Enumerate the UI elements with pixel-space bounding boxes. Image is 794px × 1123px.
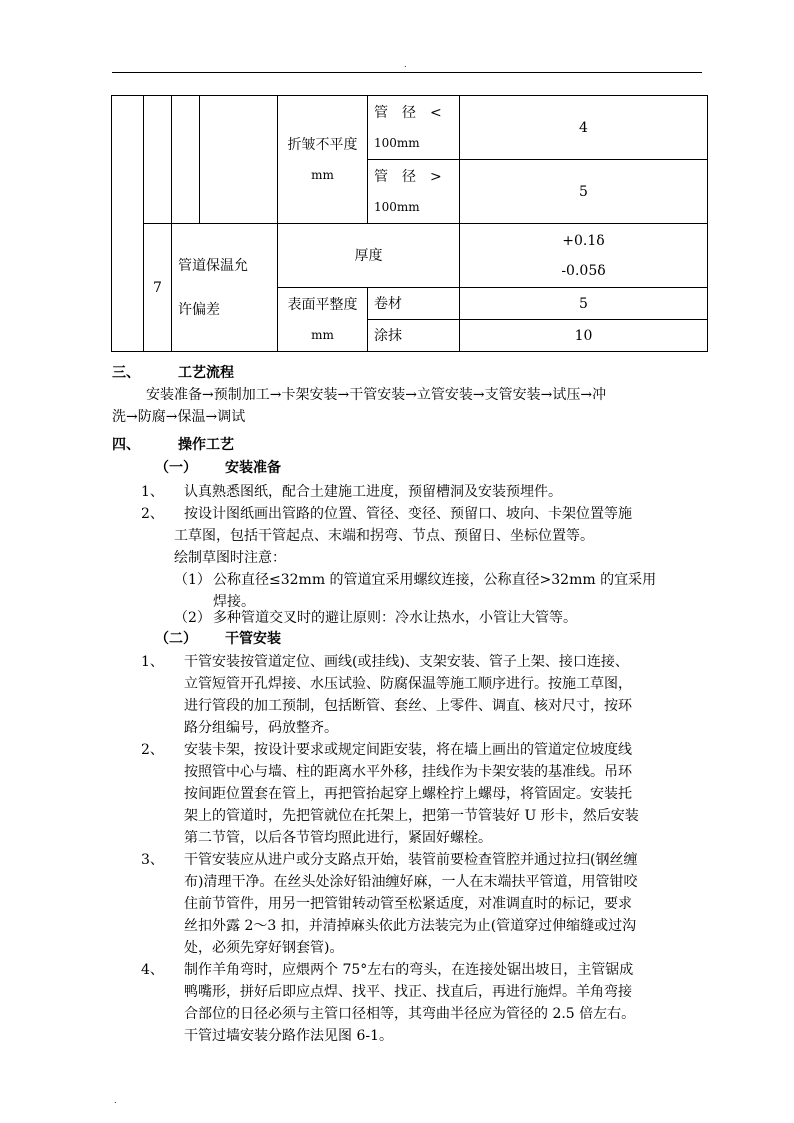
flatness-label-cell: [278, 288, 368, 352]
dia-large-size: 100mm: [374, 199, 420, 214]
tolerance-table: [111, 95, 708, 352]
step-4-line2: 鸭嘴形，拼好后即应点焊、找平、找正、找直后，再进行施焊。羊角弯接: [184, 984, 632, 1000]
subsection-1-heading: [155, 457, 745, 479]
flow-line-2: 洗→防腐→保温→调试: [112, 409, 246, 425]
dia-small-cell: [368, 96, 460, 160]
insulation-item-line2: 许偏差: [178, 301, 220, 318]
subsection-1-number: （一）: [155, 460, 197, 476]
step-3-line4: 丝扣外露 2～3 扣，并清掉麻头依此方法装完为止(管道穿过伸缩缝或过沟: [184, 918, 637, 934]
insulation-item-line1: 管道保温允: [178, 257, 248, 274]
table-cell-outer: [112, 96, 144, 352]
note-heading: 绘制草图时注意：: [174, 550, 286, 566]
step-3-line3: 住前节管件，用另一把管钳转动管至松紧适度，对准调直时的标记，要求: [184, 896, 632, 912]
table-cell: [172, 96, 200, 224]
wrinkle-label: 折皱不平度: [287, 136, 358, 153]
wrinkle-label-cell: [278, 96, 368, 224]
step-3-line1: 干管安装应从进户或分支路点开始，装管前要检查管腔并通过拉扫(钢丝缠: [184, 852, 638, 868]
step-4-line3: 合部位的日径必须与主管口径相等，其弯曲半径应为管径的 2.5 倍左右。: [184, 1006, 636, 1022]
note-2-number: （2）: [174, 610, 211, 626]
section-3-title: 工艺流程: [178, 365, 234, 381]
paint-label: 涂抹: [368, 320, 460, 352]
note-1-line1: 公称直径≤32mm 的管道宜采用螺纹连接，公称直径>32mm 的宜采用: [213, 572, 657, 588]
item-1-number: 1、: [141, 484, 164, 500]
header-rule: [112, 72, 702, 73]
step-3-line5: 处，必须先穿好钢套管)。: [184, 940, 344, 956]
step-1-line2: 立管短管开孔焊接、水压试验、防腐保温等施工顺序进行。按施工草图，: [184, 676, 632, 692]
note-2-text: 多种管道交叉时的避让原则：冷水让热水，小管让大管等。: [213, 610, 577, 626]
step-2-line2: 按照管中心与墙、柱的距离水平外移，挂线作为卡架安装的基准线。吊环: [184, 764, 632, 780]
item-2-line1: 按设计图纸画出管路的位置、管径、变径、预留口、坡向、卡架位置等施: [184, 506, 632, 522]
flow-line-1: 安装准备→预制加工→卡架安装→干管安装→立管安装→支管安装→试压→冲: [146, 387, 607, 403]
item-1-text: 认真熟悉图纸，配合土建施工进度，预留槽洞及安装预埋件。: [184, 484, 562, 500]
step-2-line4: 架上的管道时，先把管就位在托架上，把第一节管装好 U 形卡，然后安装: [184, 808, 639, 824]
dia-large-cell: [368, 160, 460, 224]
dia-large-value: 5: [460, 160, 708, 224]
thickness-label: 厚度: [278, 224, 460, 288]
step-3-number: 3、: [141, 852, 164, 868]
step-1-line3: 进行管段的加工预制，包括断管、套丝、上零件、调直、核对尺寸，按环: [184, 698, 632, 714]
dia-small-size: 100mm: [374, 135, 420, 150]
dia-large-label: 管 径 >: [374, 168, 442, 185]
section-3-heading: [112, 362, 702, 384]
item-2-line2: 工草图，包括干管起点、末端和拐弯、节点、预留日、坐标位置等。: [174, 528, 594, 544]
step-2-number: 2、: [141, 742, 164, 758]
subsection-1-title: 安装准备: [225, 460, 281, 476]
note-1-line2: 焊接。: [213, 594, 255, 610]
section-4-title: 操作工艺: [178, 437, 234, 453]
item-2-number: 2、: [141, 506, 164, 522]
row-number-7: 7: [144, 224, 172, 352]
table-cell: [144, 96, 172, 224]
thickness-plus: +0.1δ: [562, 232, 605, 249]
step-1-number: 1、: [141, 654, 164, 670]
table-cell: [200, 96, 278, 224]
step-1-line1: 干管安装按管道定位、画线(或挂线)、支架安装、管子上架、接口连接、: [184, 654, 629, 670]
dia-small-value: 4: [460, 96, 708, 160]
section-4-number: 四、: [112, 437, 140, 453]
flatness-label: 表面平整度: [287, 296, 358, 313]
subsection-2-title: 干管安装: [225, 631, 281, 647]
header-mark: .: [404, 60, 407, 69]
step-4-line4: 干管过墙安装分路作法见图 6-1。: [184, 1028, 393, 1044]
step-3-line2: 布)清理干净。在丝头处涂好铅油缠好麻，一人在末端扶平管道，用管钳咬: [184, 874, 638, 890]
step-4-number: 4、: [141, 962, 164, 978]
subsection-2-number: （二）: [155, 631, 197, 647]
paint-value: 10: [460, 320, 708, 352]
roll-label: 卷材: [368, 288, 460, 320]
step-2-line1: 安装卡架，按设计要求或规定间距安装，将在墙上画出的管道定位坡度线: [184, 742, 632, 758]
section-3-number: 三、: [112, 365, 140, 381]
flatness-unit: mm: [311, 327, 334, 342]
section-4-heading: [112, 434, 702, 456]
footer-mark: .: [114, 1096, 117, 1105]
note-1-number: （1）: [174, 572, 211, 588]
dia-small-label: 管 径 <: [374, 104, 442, 121]
step-2-line3: 按间距位置套在管上，再把管抬起穿上螺栓拧上螺母，将管固定。安装托: [184, 786, 632, 802]
thickness-minus: -0.05δ: [561, 262, 606, 279]
step-1-line4: 路分组编号，码放整齐。: [184, 720, 338, 736]
thickness-value-cell: [460, 224, 708, 288]
subsection-2-heading: [155, 628, 745, 650]
step-2-line5: 第二节管，以后各节管均照此进行，紧固好螺栓。: [184, 830, 492, 846]
insulation-item-cell: [172, 224, 278, 352]
step-4-line1: 制作羊角弯时，应煨两个 75°左右的弯头，在连接处锯出坡日，主管锯成: [184, 962, 634, 978]
roll-value: 5: [460, 288, 708, 320]
wrinkle-unit: mm: [311, 167, 334, 182]
